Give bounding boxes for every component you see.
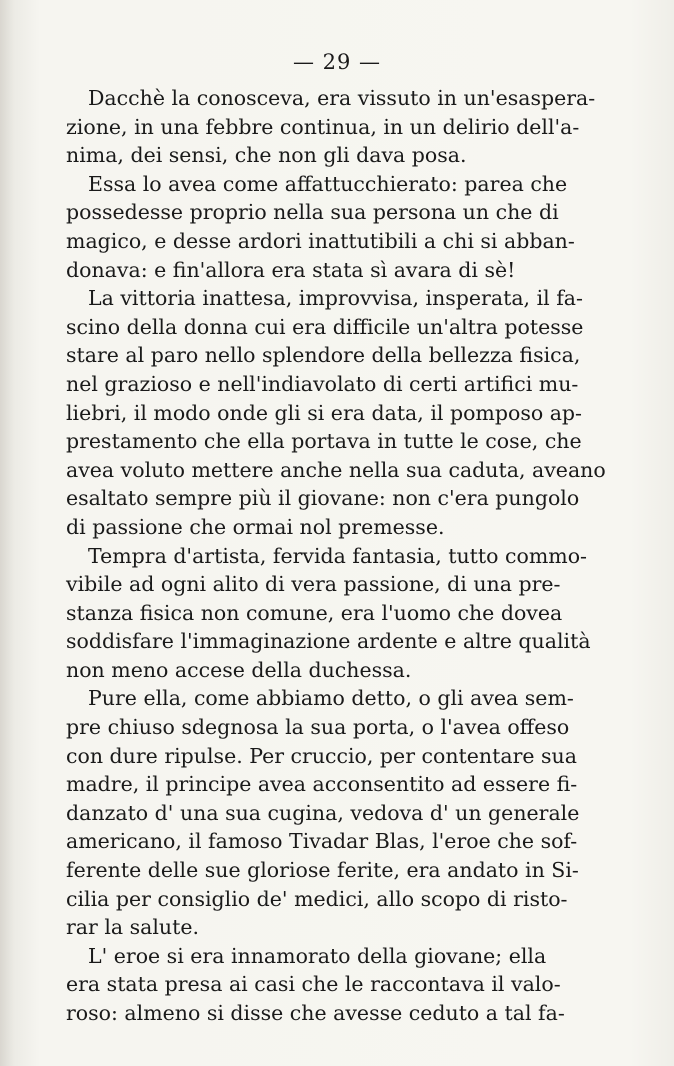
text-line: liebri, il modo onde gli si era data, il pomposo ap- (66, 400, 582, 425)
text-line: Dacchè la conosceva, era vissuto in un'esaspera- (88, 86, 596, 110)
text-line: vibile ad ogni alito di vera passione, di una pre- (66, 572, 561, 597)
paragraph (66, 684, 580, 941)
text-line: roso: almeno si disse che avesse ceduto a tal fa- (66, 1001, 565, 1025)
text-line: era stata presa ai casi che le raccontava il valo- (66, 972, 561, 997)
paragraph (66, 942, 565, 1028)
text-line: nel grazioso e nell'indiavolato di certi artifici mu- (66, 371, 579, 396)
text-line: L' eroe si era innamorato della giovane; ella (88, 943, 547, 968)
text-line: donava: e fin'allora era stata sì avara di sè! (66, 257, 516, 282)
text-line: con dure ripulse. Per cruccio, per contentare sua (66, 743, 577, 768)
text-line: ferente delle sue gloriose ferite, era andato in Si- (66, 858, 579, 883)
text-line: soddisfare l'immaginazione ardente e altre qualità (66, 629, 591, 654)
paragraph (66, 170, 575, 284)
text-line: pre chiuso sdegnosa la sua porta, o l'avea offeso (66, 715, 570, 740)
text-line: di passione che ormai nol premesse. (66, 514, 445, 539)
paragraph (66, 542, 591, 685)
text-line: La vittoria inattesa, improvvisa, insperata, il fa- (88, 286, 583, 311)
text-line: cilia per consiglio de' medici, allo scopo di risto- (66, 886, 568, 911)
text-line: americano, il famoso Tivadar Blas, l'eroe che sof- (66, 829, 578, 854)
text-line: nima, dei sensi, che non gli dava posa. (66, 143, 467, 168)
text-line: rar la salute. (66, 915, 200, 940)
text-line: prestamento che ella portava in tutte le cose, che (66, 429, 582, 454)
paragraph (66, 284, 606, 541)
text-line: scino della donna cui era difficile un'altra potesse (66, 314, 584, 339)
text-line: zione, in una febbre continua, in un delirio dell'a- (66, 114, 580, 139)
text-line: avea voluto mettere anche nella sua caduta, aveano (66, 457, 606, 482)
text-line: Pure ella, come abbiamo detto, o gli avea sem- (88, 686, 574, 711)
body-text (66, 84, 606, 1028)
text-line: Tempra d'artista, fervida fantasia, tutto commo- (88, 543, 587, 568)
text-line: Essa lo avea come affattucchierato: parea che (88, 171, 568, 196)
text-line: stanza fisica non comune, era l'uomo che dovea (66, 600, 563, 625)
paragraph (66, 84, 596, 170)
text-line: madre, il principe avea acconsentito ad essere fi- (66, 772, 578, 797)
text-line: possedesse proprio nella sua persona un che di (66, 200, 559, 225)
text-line: danzato d' una sua cugina, vedova d' un generale (66, 800, 580, 825)
text-line: stare al paro nello splendore della bellezza fisica, (66, 343, 581, 368)
page-number: — 29 — (292, 50, 382, 74)
text-line: magico, e desse ardori inattutibili a chi si abban- (66, 228, 575, 253)
text-line: non meno accese della duchessa. (66, 657, 412, 682)
text-line: esaltato sempre più il giovane: non c'era pungolo (66, 486, 580, 511)
